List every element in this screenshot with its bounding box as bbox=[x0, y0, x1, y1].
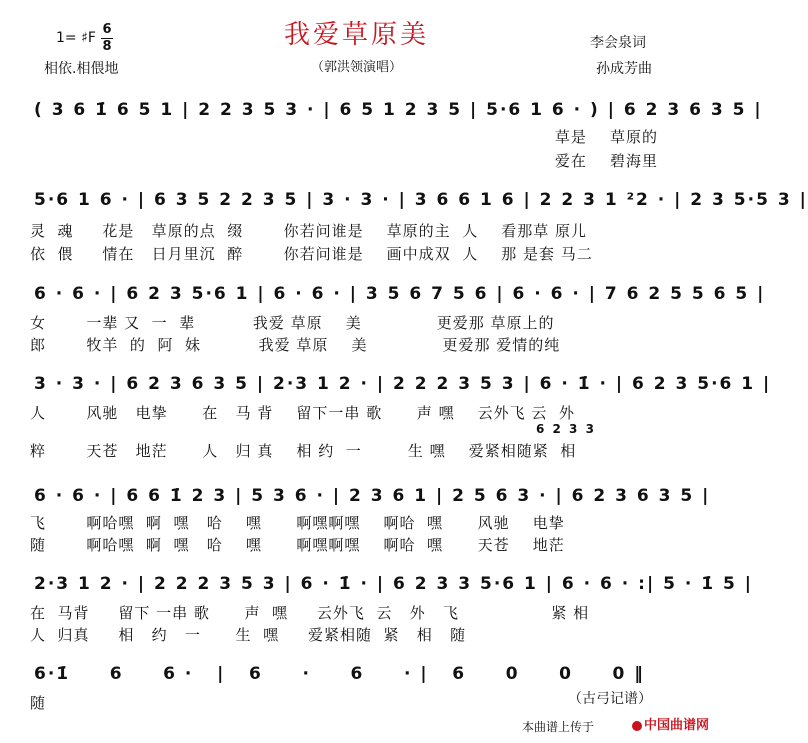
lyrics-verse-1: 灵 魂 花是 草原的点 缀 你若问谁是 草原的主 人 看那草 原儿 bbox=[30, 222, 588, 240]
notation-line: 6·1̇ 6 6 · | 6 · 6 · | 6 0 0 0 ‖ bbox=[34, 664, 645, 684]
song-title: 我爱草原美 bbox=[283, 20, 429, 50]
lyrics-verse-1: 草是 草原的 bbox=[30, 128, 658, 146]
upload-note: 本曲谱上传于 bbox=[522, 720, 595, 734]
alt-notation: 6 2 3 3 bbox=[536, 422, 596, 436]
lyrics-verse-1: 随 bbox=[30, 694, 47, 712]
lyrics-verse-2: 郎 牧羊 的 阿 妹 我爱 草原 美 更爱那 爱情的纯 bbox=[30, 336, 561, 354]
lyrics-verse-1: 飞 啊哈嘿 啊 嘿 哈 嘿 啊嘿啊嘿 啊哈 嘿 风驰 电挚 bbox=[30, 514, 565, 532]
time-signature bbox=[101, 24, 113, 53]
notation-line: 3 · 3 · | 6 2 3 6 3 5 | 2·3 1 2 · | 2 2 2 3 5 3 | 6 · 1̇ · | 6 2 3 5·6 1 | bbox=[34, 374, 772, 394]
singer-credit: （郭洪领演唱） bbox=[310, 60, 402, 75]
composer-credit: 孙成芳曲 bbox=[596, 61, 652, 77]
lyrics-verse-2: 爱在 碧海里 bbox=[30, 152, 658, 170]
meter-numerator: 6 bbox=[102, 22, 112, 37]
score-row-2 bbox=[30, 182, 808, 222]
lyrics-verse-2: 依 偎 情在 日月里沉 醉 你若问谁是 画中成双 人 那 是套 马二 bbox=[30, 245, 593, 263]
score-row-3 bbox=[30, 276, 766, 316]
site-logo[interactable] bbox=[632, 714, 709, 733]
notation-line: 6 · 6 · | 6 2 3 5·6 1 | 6 · 6 · | 3 5 6 7 5 6 | 6 · 6 · | 7 6 2 5 5 6 5 | bbox=[34, 284, 766, 304]
logo-icon bbox=[632, 721, 642, 731]
meter-denominator: 8 bbox=[102, 39, 112, 54]
score-row-6 bbox=[30, 566, 753, 606]
key-signature: 1= ♯F bbox=[56, 30, 96, 46]
notation-line: 6 · 6 · | 6 6 1̇ 2 3 | 5 3 6 · | 2 3 6 1 | 2 5 6 3 · | 6 2 3 6 3 5 | bbox=[34, 486, 711, 506]
lyrics-verse-1: 女 一辈 又 一 辈 我爱 草原 美 更爱那 草原上的 bbox=[30, 314, 555, 332]
notation-line: ( 3 6 1̇ 6 5 1 | 2 2 3 5 3 · | 6 5 1 2 3 5 | 5·6 1 6 · ) | 6 2 3 6 3 5 | bbox=[34, 100, 763, 120]
notation-credit: （古弓记谱） bbox=[568, 691, 652, 707]
notation-line: 2·3 1 2 · | 2 2 2 3 5 3 | 6 · 1̇ · | 6 2 3 3 5·6 1 | 6 · 6 · :| 5 · 1̇ 5 | bbox=[34, 574, 753, 594]
lyrics-verse-2: 人 归真 相 约 一 生 嘿 爱紧相随 紧 相 随 bbox=[30, 626, 467, 644]
lyrics-verse-2: 随 啊哈嘿 啊 嘿 哈 嘿 啊嘿啊嘿 啊哈 嘿 天苍 地茫 bbox=[30, 536, 565, 554]
lyricist-credit: 李会泉词 bbox=[590, 35, 646, 51]
lyrics-verse-1: 在 马背 留下 一串 歌 声 嘿 云外飞 云 外 飞 紧 相 bbox=[30, 604, 590, 622]
lyrics-verse-2: 粹 天苍 地茫 人 归 真 相 约 一 生 嘿 爱紧相随紧 相 bbox=[30, 442, 577, 460]
site-name: 中国曲谱网 bbox=[644, 718, 710, 733]
notation-line: 5·6 1 6 · | 6 3 5 2 2 3 5 | 3 · 3 · | 3 6 6 1 6 | 2 2 3 1 ²2 · | 2 3 5·5 3 | bbox=[34, 190, 808, 210]
lyrics-verse-1: 人 风驰 电挚 在 马 背 留下一串 歌 声 嘿 云外飞 云 外 bbox=[30, 404, 575, 422]
expression-marking: 相依.相偎地 bbox=[44, 61, 119, 77]
score-row-4 bbox=[30, 366, 772, 406]
